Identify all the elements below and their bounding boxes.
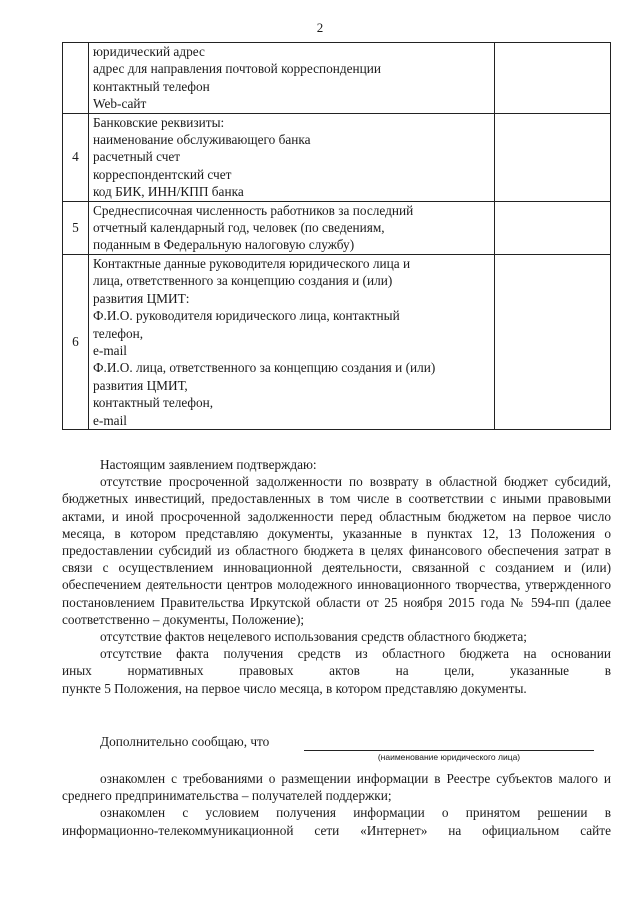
description-line: Ф.И.О. лица, ответственного за концепцию создания и (или) bbox=[93, 360, 436, 376]
description-line: развития ЦМИТ: bbox=[93, 290, 190, 306]
paragraph-no-other-funds-line1: отсутствие факта получения средств из областного бюджета на основании bbox=[100, 646, 611, 662]
row-answer-cell[interactable] bbox=[495, 113, 611, 201]
description-line: корреспондентский счет bbox=[93, 166, 232, 182]
description-line: Web-сайт bbox=[93, 96, 147, 112]
description-line: развития ЦМИТ, bbox=[93, 377, 188, 393]
row-description bbox=[89, 254, 495, 429]
row-description bbox=[89, 43, 495, 114]
description-line: расчетный счет bbox=[93, 149, 181, 165]
row-description bbox=[89, 113, 495, 201]
description-line: контактный телефон bbox=[93, 78, 210, 94]
description-line: контактный телефон, bbox=[93, 395, 214, 411]
row-answer-cell[interactable] bbox=[495, 43, 611, 114]
legal-entity-name-field[interactable] bbox=[304, 750, 594, 751]
row-number: 6 bbox=[63, 254, 89, 429]
description-line: код БИК, ИНН/КПП банка bbox=[93, 184, 244, 200]
legal-entity-name-caption: (наименование юридического лица) bbox=[377, 752, 521, 762]
row-number: 4 bbox=[63, 113, 89, 201]
description-line: лица, ответственного за концепцию создания и (или) bbox=[93, 273, 393, 289]
row-answer-cell[interactable] bbox=[495, 201, 611, 254]
additional-info-label: Дополнительно сообщаю, что bbox=[100, 734, 270, 749]
table-row bbox=[63, 113, 611, 201]
paragraph-registry-ack: ознакомлен с требованиями о размещении информации в Реестре субъектов малого и среднего предпринимательства – получателей поддержки; bbox=[62, 771, 611, 804]
paragraph-no-misuse: отсутствие фактов нецелевого использования средств областного бюджета; bbox=[100, 629, 527, 645]
confirm-intro: Настоящим заявлением подтверждаю: bbox=[100, 457, 317, 472]
row-description bbox=[89, 201, 495, 254]
description-line: e-mail bbox=[93, 412, 127, 428]
paragraph-no-other-funds-line3: пункте 5 Положения, на первое число месяца, в котором представляю документы. bbox=[62, 680, 527, 696]
description-line: юридический адрес bbox=[93, 44, 205, 59]
description-line: Банковские реквизиты: bbox=[93, 114, 225, 130]
description-line: отчетный календарный год, человек (по сведениям, bbox=[93, 220, 385, 236]
row-number: 5 bbox=[63, 201, 89, 254]
description-line: Контактные данные руководителя юридического лица и bbox=[93, 255, 411, 271]
table-row bbox=[63, 254, 611, 429]
paragraph-decision-ack-line1: ознакомлен с условием получения информации о принятом решении в bbox=[100, 805, 611, 821]
paragraph-decision-ack-line2: информационно-телекоммуникационной сети «Интернет» на официальном сайте bbox=[62, 822, 611, 838]
paragraph-no-overdue-debt: отсутствие просроченной задолженности по возврату в областной бюджет субсидий, бюджетных инвестиций, предоставленных в том числе в соответствии с иными правовыми актами, и иной просроченной задолженности перед областным бюджетом на первое число месяца, в котором представляю документы, указанные в пунктах 12, 13 Положения о предоставлении субсидий из областного бюджета в целях финансового обеспечения затрат в связи с осуществлением инновационной деятельности, связанной с созданием и (или) обеспечением деятельности центров молодежного инновационного творчества, утвержденного постановлением Правительства Иркутской области от 25 ноября 2015 года № 594-пп (далее соответственно – документы, Положение); bbox=[62, 474, 611, 627]
confirmation-section bbox=[62, 456, 611, 697]
description-line: Среднесписочная численность работников за последний bbox=[93, 202, 414, 218]
description-line: телефон, bbox=[93, 325, 144, 341]
table-row bbox=[63, 43, 611, 114]
page-number: 2 bbox=[316, 20, 324, 35]
description-line: наименование обслуживающего банка bbox=[93, 132, 311, 148]
row-number bbox=[63, 43, 89, 114]
row-answer-cell[interactable] bbox=[495, 254, 611, 429]
paragraph-no-other-funds-line2: иных нормативных правовых актов на цели, указанные в bbox=[62, 663, 611, 679]
table-row bbox=[63, 201, 611, 254]
description-line: поданным в Федеральную налоговую службу) bbox=[93, 237, 355, 253]
description-line: Ф.И.О. руководителя юридического лица, контактный bbox=[93, 308, 400, 324]
application-table bbox=[62, 42, 611, 430]
acknowledgement-section bbox=[62, 770, 611, 839]
description-line: адрес для направления почтовой корреспонденции bbox=[93, 61, 381, 77]
description-line: e-mail bbox=[93, 342, 127, 358]
